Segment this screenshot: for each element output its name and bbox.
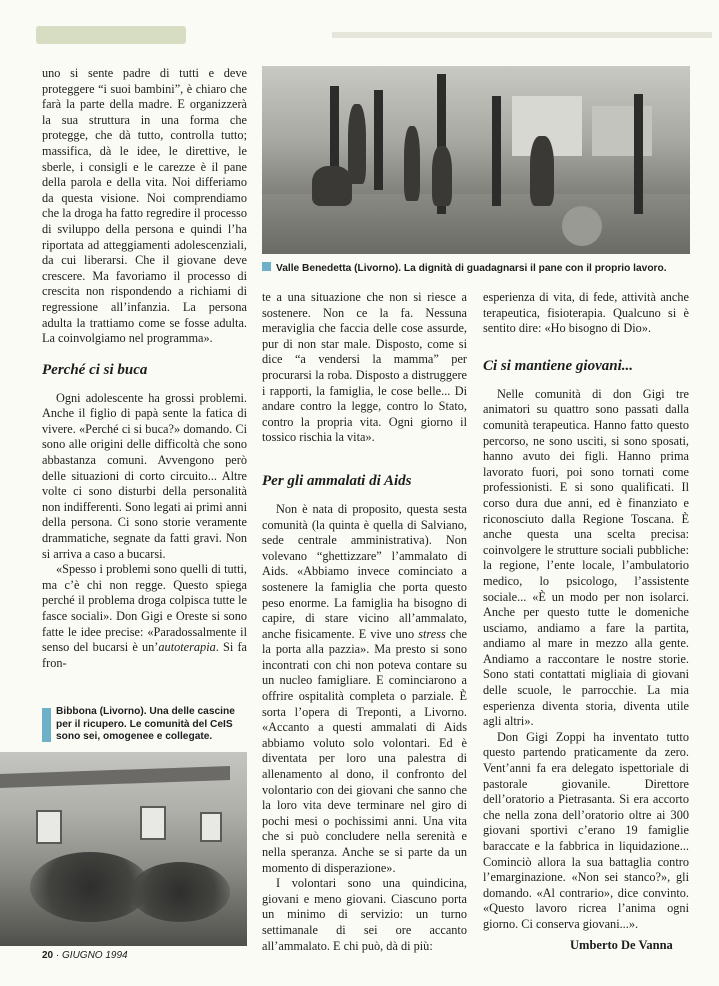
caption-marker (42, 708, 51, 742)
issue-date: GIUGNO 1994 (62, 950, 128, 961)
article-column-1 (42, 66, 247, 671)
photo-valle-benedetta (262, 66, 690, 254)
article-column-2 (262, 290, 467, 954)
paragraph: Nelle comunità di don Gigi tre animatori su quattro sono passati dalla comunità terapeutica. Hanno fatto questo percorso, ne sono usciti, si sono sposati, hanno avuto dei figli. Hanno prima lavorato fuori, poi sono tornati come professionisti. E si sono qualificati. Il corso dura due anni, ed è finanziato e riconosciuto dalla Regione Toscana. È anche questa una scelta precisa: coinvolgere le strutture sociali pubbliche: la regione, l’ente locale, l’ambulatorio medico, lo psicologo, l’assistente sociale... «È un modo per non isolarci. Anche per questo tutte le domeniche usciamo, andiamo a fare la partita, andiamo al mare in mezzo alla gente. Andiamo a raccontare le nostre storie. Sono stati contattati migliaia di giovani delle scuole, le parrocchie. La mia esperienza diventa storia, diventa utile agli altri». (483, 386, 689, 729)
paragraph: I volontari sono una quindicina, giovani e meno giovani. Ciascuno porta un minimo di servizio: un turno settimanale di sei ore accanto all’ammalato. E chi può, dà di più: (262, 876, 467, 953)
paragraph: uno si sente padre di tutti e deve proteggere “i suoi bambini”, è chiaro che farà la parte della madre. E organizzerà la sua struttura in una forma che protegge, che dà tutto, controlla tutto; massifica, dà le idee, le direttive, le sberle, i consigli e le carezze è il pane della parola e della vita. Noi differiamo da questa visione. Noi comprendiamo che la droga ha fatto regredire il processo di sviluppo della persona e quindi l’ha riportata ad atteggiamenti adolescenziali, da cui liberarsi. Che il giovane deve crescere. Ma favoriamo il processo di crescita non rispondendo a richiami di regressione all’infanzia. La persona adulta la trattiamo come se fosse adulta. La coinvolgiamo nel programma». (42, 66, 247, 346)
section-heading-perche-ci-si-buca: Perché ci si buca (42, 361, 148, 378)
section-heading-per-gli-ammalati: Per gli ammalati di Aids (262, 472, 412, 489)
section-heading-ci-si-mantiene: Ci si mantiene giovani... (483, 357, 634, 374)
article-column-3 (483, 290, 689, 933)
author-signature: Umberto De Vanna (570, 938, 673, 952)
page-number: 20 (42, 950, 54, 961)
header-rule (332, 32, 712, 38)
photo-caption: Valle Benedetta (Livorno). La dignità di guadagnarsi il pane con il proprio lavoro. (262, 262, 692, 274)
section-tab (36, 26, 186, 44)
paragraph: te a una situazione che non si riesce a sostenere. Non ce la fa. Nessuna meraviglia che faccia delle cose assurde, pur di non star male. Disposto, come si dice “a vendersi la mamma” per procurarsi la roba. Disposto a distruggere i rapporti, la famiglia, le cose belle... Di andare contro la legge, contro lo Stato, contro la propria vita. Ogni giorno il tossico rischia la vita». (262, 290, 467, 445)
photo-bibbona-farmhouse (0, 752, 247, 946)
page-header-band (32, 22, 712, 48)
caption-marker (262, 262, 271, 271)
paragraph: Ogni adolescente ha grossi problemi. Anche il figlio di papà sente la fatica di vivere. «Perché ci si buca?» domando. Ci sono alle origini delle difficoltà che sono abbastanza comuni. Avvengono però delle situazioni di corto circuito... Altre volte ci sono disturbi della personalità non indifferenti. Sono legati ai primi anni della persona. Ci sono storie veramente drammatiche, segnate da fatti gravi. Non si arriva a caso a bucarsi. (42, 390, 247, 561)
paragraph: esperienza di vita, di fede, attività anche terapeutica, fisioterapia. Qualcuno si è sentito dire: «Ho bisogno di Dio». (483, 290, 689, 336)
paragraph: Non è nata di proposito, questa sesta comunità (la quinta è quella di Salviano, sede centrale amministrativa). Non volevano “ghettizzare” l’ammalato di Aids. «Abbiamo invece cominciato a sostenere la famiglia che porta questo peso enorme. La famiglia ha bisogno di capire, di stare vicino all’ammalato, anche fisicamente. E vive uno stress che la porta alla pazzia». Ma presto si sono incontrati con chi non poteva contare su un nucleo famigliare. E cominciarono a offrire ospitalità completa o parziale. È sorta l’opera di Treponti, a Livorno. «Accanto a questi ammalati di Aids abbiamo voluto solo volontari. Ed è diventata per loro una palestra di allenamento al dono, il confronto del volontario con dei giovani che sanno che la loro vita deve terminare nel giro di pochi mesi o pochissimi anni. Una vita che si può concludere nella serenità e nella speranza. Anche se si parte da un momento di disperazione». (262, 501, 467, 875)
page-footer: 20 · GIUGNO 1994 (42, 950, 128, 961)
photo-caption: Bibbona (Livorno). Una delle cascine per il ricupero. Le comunità del CeIS sono sei, omogenee e collegate. (42, 706, 247, 744)
paragraph: Don Gigi Zoppi ha inventato tutto questo partendo praticamente da zero. Vent’anni fa era delegato ispettoriale di pastorale giovanile. Direttore dell’oratorio a Pietrasanta. Si era accorto che nella zona dell’oratorio oltre ai 300 giovani sportivi c’erano 19 famiglie baraccate e la fabbrica in liquidazione... Cominciò allora la sua battaglia contro l’emarginazione. «Non sei stanco?», gli domando. «Al contrario», dice convinto. «Questo lavoro ricrea l’anima ogni giorno. Ci conserva giovani...». (483, 729, 689, 931)
paragraph: «Spesso i problemi sono quelli di tutti, ma c’è chi non regge. Questo spiega perché il problema droga colpisca tutte le fasce sociali». Don Gigi e Oreste si sono fatte le idee precise: «Paradossalmente il senso del bucarsi è un’autoterapia. Si fa fron- (42, 562, 247, 670)
